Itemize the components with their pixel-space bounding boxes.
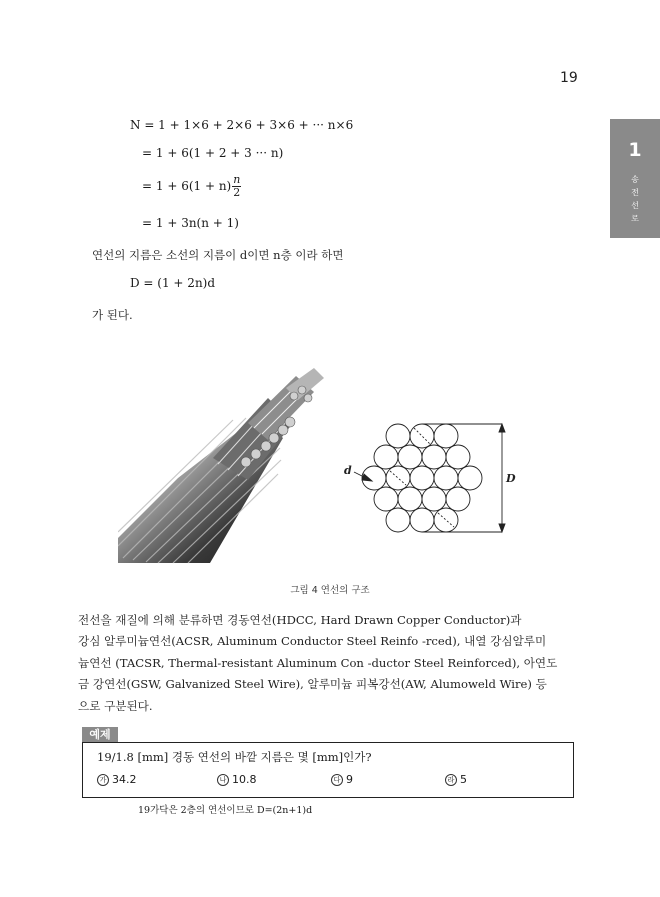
example-box (82, 742, 574, 798)
paragraph-line: 늄연선 (TACSR, Thermal-resistant Aluminum Con -ductor Steel Reinforced), 아연도 (78, 655, 558, 670)
page-number: 19 (560, 70, 578, 86)
equation-line-2: = 1 + 6(1 + 2 + 3 ··· n) (142, 146, 284, 160)
intro-text: 연선의 지름은 소선의 지름이 d이면 n층 이라 하면 (92, 248, 344, 262)
formula-D: D = (1 + 2n)d (130, 276, 216, 290)
equation-line-4: = 1 + 3n(n + 1) (142, 216, 239, 230)
option-value: 34.2 (112, 773, 137, 786)
option-b (217, 773, 257, 786)
option-marker: 가 (97, 774, 109, 786)
equation-line-3-prefix: = 1 + 6(1 + n) (142, 179, 232, 193)
option-marker: 라 (445, 774, 457, 786)
option-value: 10.8 (232, 773, 257, 786)
option-d (445, 773, 467, 786)
chapter-title: 송전선로 (631, 175, 639, 223)
paragraph-line: 으로 구분된다. (78, 698, 153, 713)
cross-section-diagram (354, 424, 505, 532)
example-label: 예제 (82, 727, 118, 743)
conclusion-text: 가 된다. (92, 308, 133, 322)
figure-caption: 그림 4 연선의 구조 (290, 585, 370, 596)
label-d: d (344, 464, 352, 477)
option-value: 5 (460, 773, 467, 786)
label-D: D (506, 472, 516, 485)
option-marker: 다 (331, 774, 343, 786)
cable-photo (118, 368, 324, 563)
chapter-number: 1 (628, 139, 642, 161)
figure-svg (118, 368, 538, 568)
example-question: 19/1.8 [mm] 경동 연선의 바깥 지름은 몇 [mm]인가? (97, 750, 372, 764)
example-solution: 19가닥은 2층의 연선이므로 D=(2n+1)d (138, 805, 313, 816)
paragraph-line: 강심 알루미늄연선(ACSR, Aluminum Conductor Steel Reinfo -rced), 내열 강심알루미 (78, 634, 547, 649)
chapter-tab (610, 119, 660, 238)
equation-line-1: N = 1 + 1×6 + 2×6 + 3×6 + ··· n×6 (130, 118, 354, 132)
option-c (331, 773, 353, 786)
paragraph-line: 금 강연선(GSW, Galvanized Steel Wire), 알루미늄 피복강선(AW, Alumoweld Wire) 등 (78, 677, 547, 692)
stranded-wire-figure (118, 368, 538, 568)
paragraph-line: 전선을 재질에 의해 분류하면 경동연선(HDCC, Hard Drawn Copper Conductor)과 (78, 613, 522, 627)
equation-line-3 (142, 174, 241, 199)
option-marker: 나 (217, 774, 229, 786)
option-value: 9 (346, 773, 353, 786)
fraction-denominator: 2 (233, 186, 241, 199)
option-a (97, 773, 137, 786)
classification-paragraph (78, 610, 578, 717)
equation-fraction (232, 174, 241, 199)
fraction-numerator: n (233, 173, 241, 186)
